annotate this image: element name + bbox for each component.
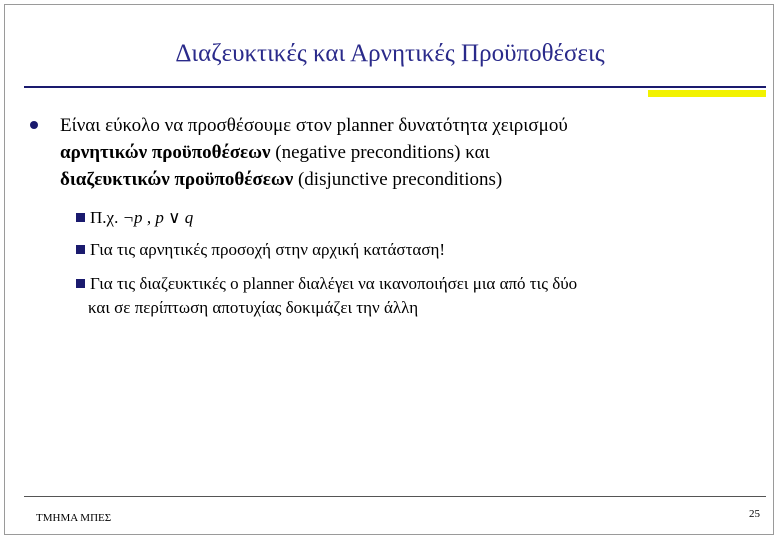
title-accent-gap (648, 88, 766, 90)
disjunctive-line2: και σε περίπτωση αποτυχίας δοκιμάζει την άλλη (88, 298, 419, 317)
sub-bullet-example (76, 206, 756, 230)
bullet-main-text (60, 112, 750, 193)
sub-bullet-negative (76, 238, 756, 262)
example-prefix: Π.χ. (90, 208, 119, 227)
bullet-dot-icon (30, 121, 38, 129)
disjunctive-preconditions-term: διαζευκτικών προϋποθέσεων (60, 169, 294, 190)
sub-bullet-disjunctive (76, 272, 756, 320)
footer-divider (24, 496, 766, 497)
square-bullet-icon (76, 245, 85, 254)
footer-department: ΤΜΗΜΑ ΜΠΕΣ (36, 512, 112, 524)
page-number: 25 (749, 508, 760, 520)
bullet-line3-rest: (disjunctive preconditions) (293, 169, 503, 190)
example-not-p: ¬p (122, 208, 143, 227)
bullet-main (30, 112, 750, 193)
slide-frame (4, 4, 774, 535)
bullet-line2-rest: (negative preconditions) και (270, 142, 490, 163)
square-bullet-icon (76, 213, 85, 222)
example-disjunction: p ∨ q (155, 208, 194, 227)
slide-title: Διαζευκτικές και Αρνητικές Προϋποθέσεις (175, 40, 605, 67)
negative-preconditions-term: αρνητικών προϋποθέσεων (60, 142, 271, 163)
negative-note-text: Για τις αρνητικές προσοχή στην αρχική κατάσταση! (90, 240, 446, 259)
bullet-line1: Είναι εύκολο να προσθέσουμε στον planner δυνατότητα χειρισμού (60, 115, 568, 136)
disjunctive-line1: Για τις διαζευκτικές ο planner διαλέγει να ικανοποιήσει μια από τις δύο (90, 274, 578, 293)
square-bullet-icon (76, 279, 85, 288)
example-separator: , (146, 208, 152, 227)
